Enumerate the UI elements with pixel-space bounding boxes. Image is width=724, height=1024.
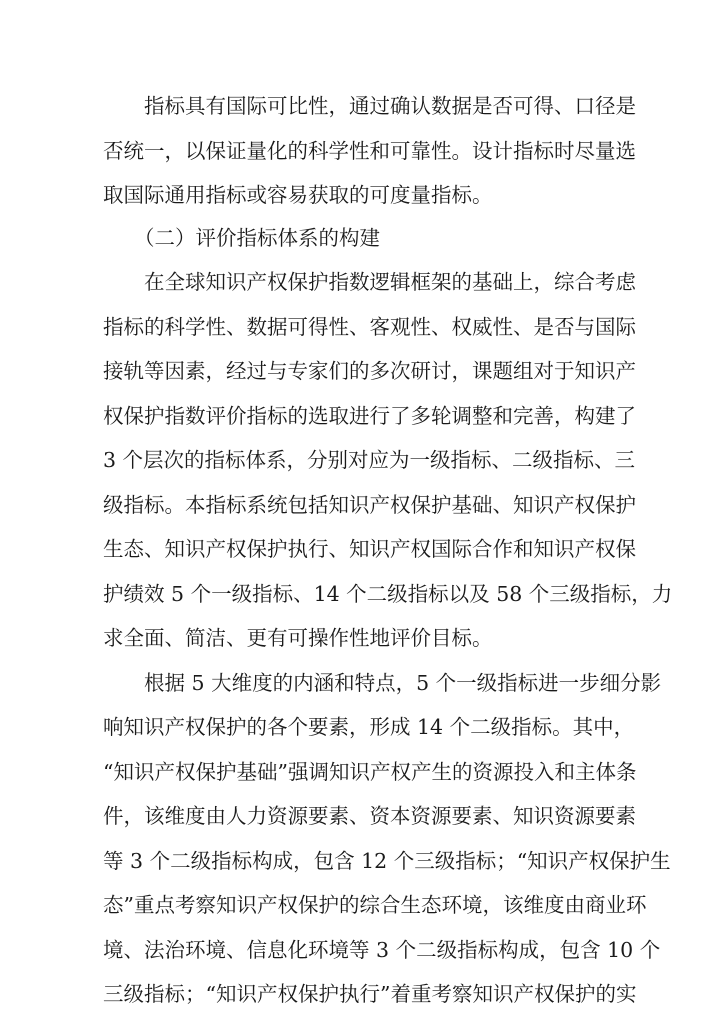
paragraph-2-line-8: 护绩效 5 个一级指标、14 个二级指标以及 58 个三级指标，力: [103, 582, 673, 606]
paragraph-2-line-9: 求全面、简洁、更有可操作性地评价目标。: [103, 626, 493, 650]
paragraph-3-line-8: 三级指标；“知识产权保护执行”着重考察知识产权保护的实: [103, 982, 637, 1006]
paragraph-1-line-3: 取国际通用指标或容易获取的可度量指标。: [103, 183, 493, 207]
paragraph-3-line-6: 态”重点考察知识产权保护的综合生态环境，该维度由商业环: [103, 893, 647, 917]
paragraph-2-line-3: 接轨等因素，经过与专家们的多次研讨，课题组对于知识产: [103, 359, 636, 383]
paragraph-2-line-1: 在全球知识产权保护指数逻辑框架的基础上，综合考虑: [144, 270, 636, 294]
paragraph-2-line-2: 指标的科学性、数据可得性、客观性、权威性、是否与国际: [103, 315, 636, 339]
paragraph-2-line-7: 生态、知识产权保护执行、知识产权国际合作和知识产权保: [103, 537, 636, 561]
paragraph-2-line-5: 3 个层次的指标体系，分别对应为一级指标、二级指标、三: [103, 448, 636, 472]
paragraph-2-line-4: 权保护指数评价指标的选取进行了多轮调整和完善，构建了: [103, 404, 636, 428]
paragraph-3-line-2: 响知识产权保护的各个要素，形成 14 个二级指标。其中，: [103, 715, 635, 739]
paragraph-3-line-4: 件，该维度由人力资源要素、资本资源要素、知识资源要素: [103, 804, 636, 828]
section-heading: （二）评价指标体系的构建: [134, 226, 380, 250]
paragraph-2-line-6: 级指标。本指标系统包括知识产权保护基础、知识产权保护: [103, 493, 636, 517]
paragraph-1-line-2: 否统一，以保证量化的科学性和可靠性。设计指标时尽量选: [103, 139, 636, 163]
paragraph-3-line-1: 根据 5 大维度的内涵和特点，5 个一级指标进一步细分影: [144, 671, 662, 695]
paragraph-3-line-5: 等 3 个二级指标构成，包含 12 个三级指标；“知识产权保护生: [103, 849, 671, 873]
paragraph-3-line-3: “知识产权保护基础”强调知识产权产生的资源投入和主体条: [103, 760, 637, 784]
paragraph-3-line-7: 境、法治环境、信息化环境等 3 个二级指标构成，包含 10 个: [103, 938, 661, 962]
paragraph-1-line-1: 指标具有国际可比性，通过确认数据是否可得、口径是: [144, 94, 636, 118]
